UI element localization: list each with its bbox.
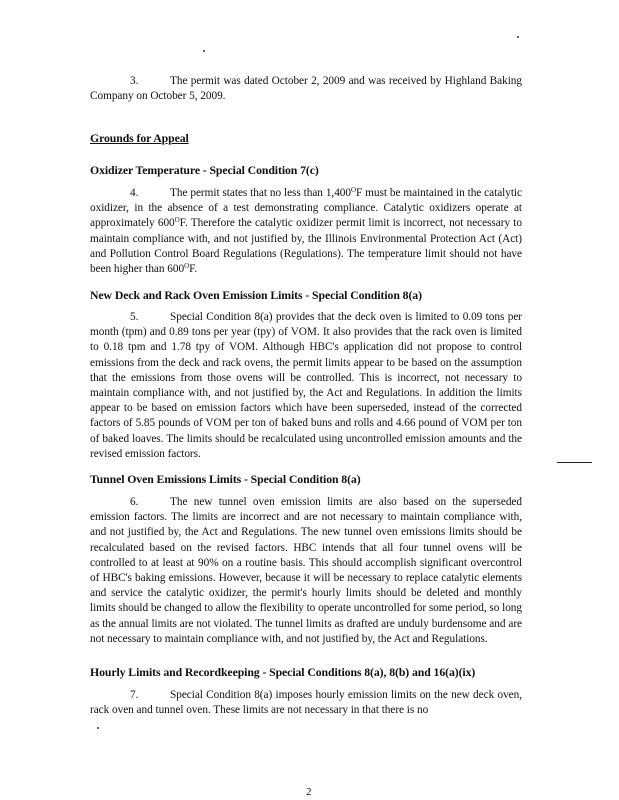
subheading-hourly: Hourly Limits and Recordkeeping - Special Conditions 8(a), 8(b) and 16(a)(ix) — [90, 665, 476, 679]
section-heading-grounds: Grounds for Appeal — [90, 131, 189, 145]
page-number: 2 — [306, 786, 312, 798]
paragraph-text: F must be maintained in the catalytic oxidizer, in the absence of a test demonstrating compliance. Catalytic oxidizers operate at approximately 600 — [90, 187, 522, 230]
scan-speck — [203, 50, 205, 52]
degree-symbol: O — [351, 186, 357, 194]
subheading-oxidizer: Oxidizer Temperature - Special Condition 7(c) — [90, 163, 319, 177]
subheading-deck-rack: New Deck and Rack Oven Emission Limits - Special Condition 8(a) — [90, 288, 422, 302]
paragraph-number: 7. — [130, 689, 139, 701]
scan-speck — [97, 727, 99, 729]
paragraph-text: The permit was dated October 2, 2009 and was received by Highland Baking Company on October 5, 2009. — [90, 75, 522, 103]
paragraph-6 — [90, 495, 522, 647]
paragraph-5 — [90, 310, 522, 462]
degree-symbol: O — [184, 262, 190, 271]
paragraph-4 — [90, 186, 522, 277]
degree-symbol: O — [174, 216, 180, 225]
paragraph-3 — [90, 74, 522, 104]
margin-mark — [557, 462, 592, 463]
paragraph-number: 3. — [130, 75, 139, 87]
paragraph-text: F. Therefore the catalytic oxidizer permit limit is incorrect, not necessary to maintain compliance with, and not justified by, the Illinois Environmental Protection Act (Act) and Pollution Control Board Regulations (Regulations). The temperature limit should not have been higher than 600 — [90, 217, 522, 276]
paragraph-number: 5. — [130, 311, 139, 323]
paragraph-text: The permit states that no less than 1,400 — [170, 187, 351, 199]
paragraph-text: Special Condition 8(a) provides that the deck oven is limited to 0.09 tons per month (tpm) and 0.89 tons per year (tpy) of VOM. It also provides that the rack oven is limited to 0.18 tpm and 1.78 tpy of VOM. Although HBC's application did not propose to control emissions from the deck and rack ovens, the permit limits appear to be based on the assumption that the emissions from those ovens will be controlled. This is incorrect, not necessary to maintain compliance with, and not justified by, the Act and Regulations. In addition the limits appear to be based on emission factors which have been superseded, instead of the corrected factors of 5.85 pounds of VOM per ton of baked buns and rolls and 4.66 pound of VOM per ton of baked loaves. The limits should be recalculated using uncontrolled emission amounts and the revised emission factors. — [90, 311, 522, 460]
paragraph-number: 4. — [130, 187, 139, 199]
paragraph-7 — [90, 688, 522, 718]
paragraph-number: 6. — [130, 496, 139, 508]
scan-speck — [517, 36, 519, 38]
paragraph-text: F. — [189, 263, 198, 276]
paragraph-text: Special Condition 8(a) imposes hourly emission limits on the new deck oven, rack oven and tunnel oven. These limits are not necessary in that there is no — [90, 689, 522, 717]
paragraph-text: The new tunnel oven emission limits are also based on the superseded emission factors. The limits are incorrect and are not necessary to maintain compliance with, and not justified by, the Act and Regulations. The new tunnel oven emissions limits should be recalculated based on the revised factors. HBC intends that all four tunnel ovens will be controlled to at least at 90% on a routine basis. This should accomplish significant overcontrol of HBC's baking emissions. However, because it will be necessary to replace catalytic elements and service the catalytic oxidizer, the permit's hourly limits should be deleted and monthly limits should be changed to allow the flexibility to operate uncontrolled for some period, so long as the annual limits are not violated. The tunnel limits as drafted are unduly burdensome and are not necessary to maintain compliance with, and not justified by, the Act and Regulations. — [90, 496, 522, 645]
subheading-tunnel: Tunnel Oven Emissions Limits - Special Condition 8(a) — [90, 472, 361, 486]
